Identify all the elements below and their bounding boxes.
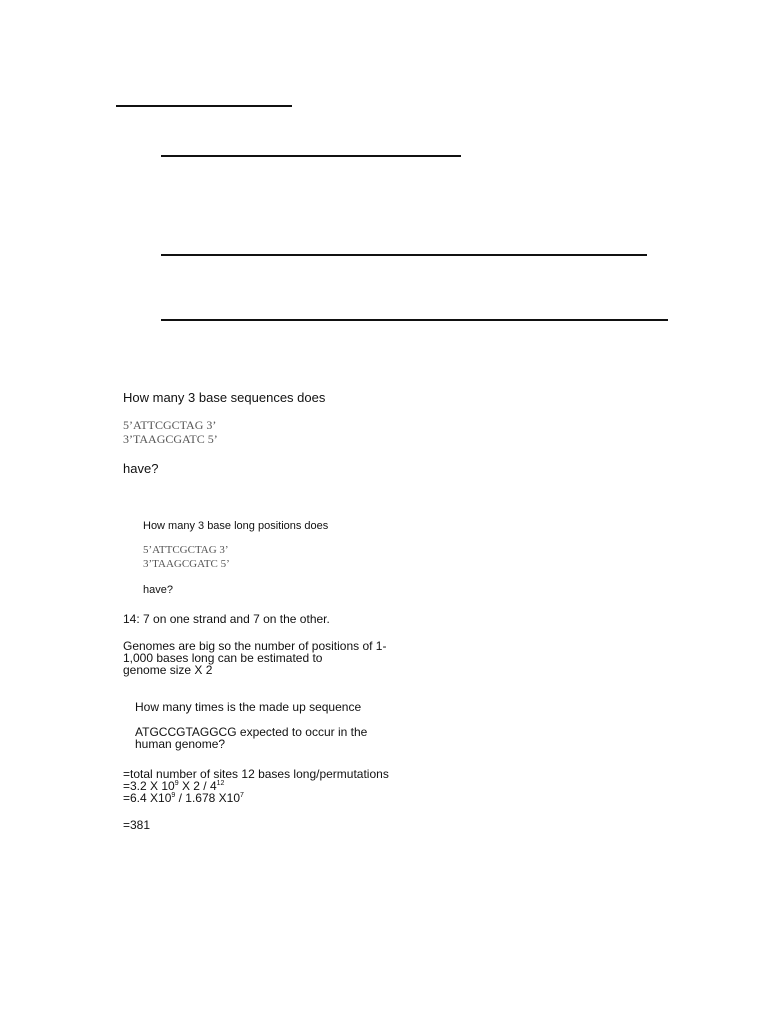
question-end-2: have? (143, 584, 173, 596)
result-value: =381 (123, 818, 151, 832)
question-3-base-sequences: How many 3 base sequences does (123, 390, 326, 405)
question-line-2: ATGCCGTAGGCG expected to occur in the (135, 725, 368, 739)
calc-line-2: =3.2 X $10^9$ X $2 / 4^{12}$ (123, 779, 225, 793)
calc-line-3: =6.4 $X10^9 / 1.678$ $X10^7$ (123, 791, 244, 805)
blank-rule-3 (161, 254, 647, 256)
answer-positions: 14: 7 on one strand and 7 on the other. (123, 612, 330, 626)
blank-rule-4 (161, 319, 668, 321)
note-line-3: genome size X 2 (123, 663, 213, 677)
note-line-1: Genomes are big so the number of positions of 1- (123, 639, 387, 653)
blank-rule-2 (161, 155, 461, 157)
sequence-bottom-strand-2: 3’TAAGCGATC 5’ (143, 558, 230, 570)
blank-rule-1 (116, 105, 292, 107)
sequence-top-strand: 5’ATTCGCTAG 3’ (123, 418, 217, 432)
sequence-top-strand-2: 5’ATTCGCTAG 3’ (143, 544, 229, 556)
question-line-1: How many times is the made up sequence (135, 700, 362, 714)
sequence-bottom-strand: 3’TAAGCGATC 5’ (123, 432, 218, 446)
calc-line-1: =total number of sites 12 bases long/permutations (123, 767, 389, 781)
question-3-base-positions: How many 3 base long positions does (143, 520, 329, 532)
question-end: have? (123, 461, 159, 476)
note-line-2: 1,000 bases long can be estimated to (123, 651, 323, 665)
question-line-3: human genome? (135, 737, 226, 751)
